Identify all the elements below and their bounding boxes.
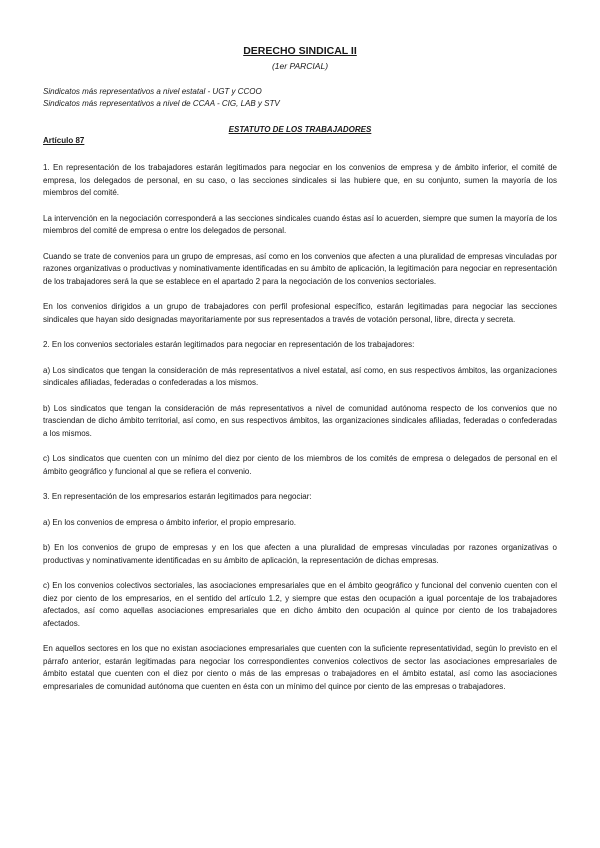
note-line: Sindicatos más representativos a nivel estatal - UGT y CCOO xyxy=(43,87,262,96)
paragraph: c) En los convenios colectivos sectoriales, las asociaciones empresariales que en el ámbito geográfico y funcional del convenio cuenten con el diez por ciento de los empresarios, en el sentido del artículo 1.2, y siempre que estas den ocupación a igual porcentaje de los trabajadores afectados, así como aquellas asociaciones empresariales que en dicho ámbito den ocupación al quince por ciento de los trabajadores afectados. xyxy=(43,581,557,628)
paragraph: En los convenios dirigidos a un grupo de trabajadores con perfil profesional específico, estarán legitimadas para negociar las secciones sindicales que hayan sido designadas mayoritariamente por sus representados a través de votación personal, libre, directa y secreta. xyxy=(43,302,557,324)
paragraph: La intervención en la negociación corresponderá a las secciones sindicales cuando éstas así lo acuerden, siempre que sumen la mayoría de los miembros del comité de empresa o entre los delegados de personal. xyxy=(43,213,557,235)
article-heading: Artículo 87 xyxy=(43,136,85,145)
paragraph: a) Los sindicatos que tengan la consideración de más representativos a nivel estatal, así como, en sus respectivos ámbitos, las organizaciones sindicales afiliadas, federadas o confederadas a los mismos. xyxy=(43,365,557,387)
paragraph: Cuando se trate de convenios para un grupo de empresas, así como en los convenios que afecten a una pluralidad de empresas vinculadas por razones organizativas o productivas y nominativamente identificadas en su ámbito de aplicación, la legitimación para negociar en representación de los trabajadores será la que se establece en el apartado 2 para la negociación de los convenios sectoriales. xyxy=(43,251,557,286)
paragraph: a) En los convenios de empresa o ámbito inferior, el propio empresario. xyxy=(43,517,297,527)
paragraph: b) Los sindicatos que tengan la consideración de más representativos a nivel de comunidad autónoma respecto de los convenios que no trasciendan de dicho ámbito territorial, así como, en sus respectivos ámbitos, las organizaciones sindicales afiliadas, federadas o confederadas a los mismos. xyxy=(43,403,557,438)
paragraph: 1. En representación de los trabajadores estarán legitimados para negociar en los convenios de empresa y de ámbito inferior, el comité de empresa, los delegados de personal, en su caso, o las secciones sindicales si las hubiere que, en su conjunto, sumen la mayoría de los miembros del comité. xyxy=(43,163,557,197)
document-subtitle: (1er PARCIAL) xyxy=(271,61,329,71)
paragraph: b) En los convenios de grupo de empresas y en los que afecten a una pluralidad de empresas vinculadas por razones organizativas o productivas y nominativamente identificadas en su ámbito de aplicación, la representación de dichas empresas. xyxy=(43,543,557,565)
section-title: ESTATUTO DE LOS TRABAJADORES xyxy=(228,125,372,134)
document-title: DERECHO SINDICAL II xyxy=(243,45,357,57)
note-line: Sindicatos más representativos a nivel de CCAA - CIG, LAB y STV xyxy=(43,99,280,108)
paragraph: c) Los sindicatos que cuenten con un mínimo del diez por ciento de los miembros de los comités de empresa o delegados de personal en el ámbito geográfico y funcional al que se refiera el convenio. xyxy=(43,454,557,476)
notes-block xyxy=(43,86,557,110)
paragraph: 3. En representación de los empresarios estarán legitimados para negociar: xyxy=(43,492,312,501)
paragraph: En aquellos sectores en los que no existan asociaciones empresariales que cuenten con la suficiente representatividad, según lo previsto en el párrafo anterior, estarán legitimadas para negociar los correspondientes convenios colectivos de sector las asociaciones empresariales de ámbito estatal que cuenten con el diez por ciento o más de las empresas o trabajadores en el ámbito estatal, así como las asociaciones empresariales de comunidad autónoma que cuenten en ésta con un mínimo del quince por ciento de las empresas o trabajadores. xyxy=(43,644,557,691)
paragraph: 2. En los convenios sectoriales estarán legitimados para negociar en representación de los trabajadores: xyxy=(43,340,415,349)
